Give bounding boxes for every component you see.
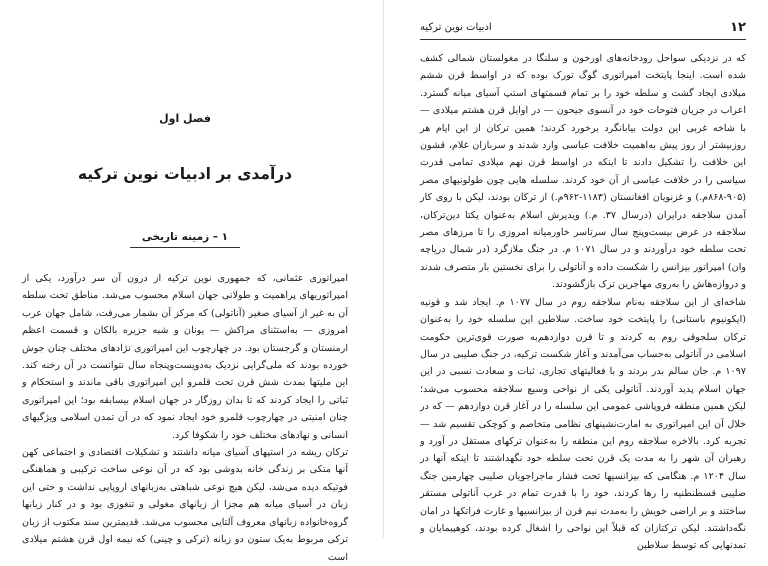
section-title — [22, 229, 348, 248]
running-head-title: ادبیات نوین ترکیه — [420, 22, 492, 33]
paragraph: امپراتوری عثمانی، که جمهوری نوین ترکیه از درون آن سر درآورد، یکی از امپراتوریهای پراهمیت و طولانی جهان اسلام محسوب می‌شد. مناطق تحت سلطه آن به غیر از آسیای صغیر (آناتولی) که مرکز آن بشمار می‌رفت، شامل جهان عرب امروزی — به‌استثنای مراکش — یونان و شبه جزیره بالکان و قسمت اعظم ارمنستان و گرجستان بود. در چهارچوب این امپراتوری نژادهای مختلف چنان جوش خورده بودند که ملی‌گرایی نزدیک به‌دویست‌وپنجاه سال نتوانست در آن رخنه کند. این ملیتها بمدت شش قرن تحت قلمرو این امپراتوری باقی ماندند و استحکام و ثباتی را ایجاد کردند که تا بدان روزگار در جهان اسلام بیسابقه بود؛ این امپراتوری چنان امنیتی در چهارچوب قلمرو خود ایجاد نمود که در آن تمدن اسلامی ویژگیهای انسانی و نهادهای مختلف خود را شکوفا کرد. — [22, 273, 348, 441]
running-head — [420, 20, 746, 42]
paragraph: که در نزدیکی سواحل رودخانه‌های اورخون و سلنگا در مغولستان شمالی کشف شده است. اینجا پایتخت امپراتوری گوگ تورک بوده که در اواسط قرن ششم میلادی ایجاد گشت و سلطه خود را بر تمام قسمتهای استپ آسیای میانه گسترد. اعراب در جریان فتوحات خود در آنسوی جیحون — در اوایل قرن هشتم میلادی — با شاخه غربی این دولت بیابانگرد برخورد کردند؛ همین ترکان از این ایام هر روزبیشتر از روز پیش به‌اهمیت خلافت عباسی وارد شدند و سربازان غلام، قشون این خلافت را تشکیل دادند تا اینکه در اواسط قرن نهم میلادی تمامی قدرت سیاسی را در خلافت عباسی از آن خود کردند. سلسله هایی چون طولونیهای مصر (۹۰۵-۸۶۸م.) و غزنویان افغانستان (۱۱۸۳-۹۶۲م.) از ترکان بودند، لیکن با روی کار آمدن سلاجقه درایران (درسال ۳۷. م.) ویدیرش اسلام به‌عنوان یکتا دین‌ترکان، سلاجقه در عرض بیست‌وپنج سال سرتاسر خاورمیانه امروزی را تا مرزهای مصر تحت سلطه خود درآوردند و در سال ۱۰۷۱ م. در جنگ ملازگرد (در شمال دریاچه وان) امپراتور بیزانس را شکست داده و آناتولی را برای نخستین بار متصرف شدند و دروازه‌هاش را به‌روی مهاجرین ترک بازگشودند. — [420, 53, 746, 291]
header-rule — [420, 39, 746, 40]
chapter-title: درآمدی بر ادبیات نوین ترکیه — [77, 165, 293, 183]
right-body-text — [420, 50, 746, 555]
right-page — [384, 0, 768, 552]
left-page — [0, 0, 384, 563]
chapter-label: فصل اول — [159, 112, 211, 125]
left-body-text — [22, 270, 348, 566]
page-number: ۱۲ — [730, 20, 746, 35]
paragraph: شاخه‌ای از این سلاجقه به‌نام سلاجقه روم در سال ۱۰۷۷ م. ایجاد شد و قونیه (ایکونیوم باستانی) را پایتخت خود ساخت. سلاطین این سلسله خود را به‌عنوان ترکان سلجوقی روم به کردند و تا قرن دوازدهم‌به صورت قوی‌ترین حکومت اسلامی در آناتولی به‌حساب می‌آمدند و آغاز شکست ترکیه، در جنگ صلیبی در سال ۱۰۹۷ م. جان سالم بدر بردند و با فعالیتهای تجاری، ثبات و سعادت نسبی در این جهان اسلام پدید آوردند. آناتولی یکی از نواحی وسیع سلاجقه محسوب می‌شد؛ لیکن همین منطقه فروپاشی عمومی این سلسله را در آغاز قرن دوازدهم — که در خلال آن این امپراتوری به امارت‌نشینهای نظامی متخاصم و کوچکی تقسیم شد — تجربه کرد. بالاخره سلاجقه روم این منطقه را به‌عنوان ترکهای مستقل در آورد و رهبران آن شهر را به مدت یک قرن تحت سلطه خود نگهداشتند تا اینکه آنها در سال ۱۲۰۴ م. هنگامی که بیزانسیها تحت فشار ماجراجویان صلیبی چهارمین جنگ صلیبی قسطنطنیه را رها کردند، خود را با قدرت تمام در غرب آناتولی مستقر ساختند و بر اراضی خویش را به‌مدت نیم قرن از بیزانسیها و غارت فراتکها در امان نگه‌داشتند. لیکن ترکتازان که قبلاً این نواحی را اشغال کرده بودند، کوهپیمایان و تمدنهایی که توسط سلاطین — [420, 296, 746, 552]
paragraph: ترکان ریشه در استپهای آسیای میانه داشتند و تشکیلات اقتصادی و اجتماعی کهن آنها متکی بر زندگی خانه بدوشی بود که در آن نوعی ساخت ترکیبی و هماهنگی فوتیکه دیده می‌شد، لیکن هیچ نوعی شباهتی به‌زبانهای اروپایی نداشت و حتی این زبان در آسیای میانه هم مجزا از زبانهای مغولی و تنغوزی بود و در کنار زبانها گروه‌خانواده زبانهای معروف آلتایی محسوب می‌شد. قدیمترین سند مکتوب از زبان ترکی مربوط به‌یک ستون دو زبانه (ترکی و چینی) که نیمه اول قرن هشتم میلادی است — [22, 447, 348, 563]
section-title-text: ۱ – زمینه تاریخی — [130, 229, 240, 248]
